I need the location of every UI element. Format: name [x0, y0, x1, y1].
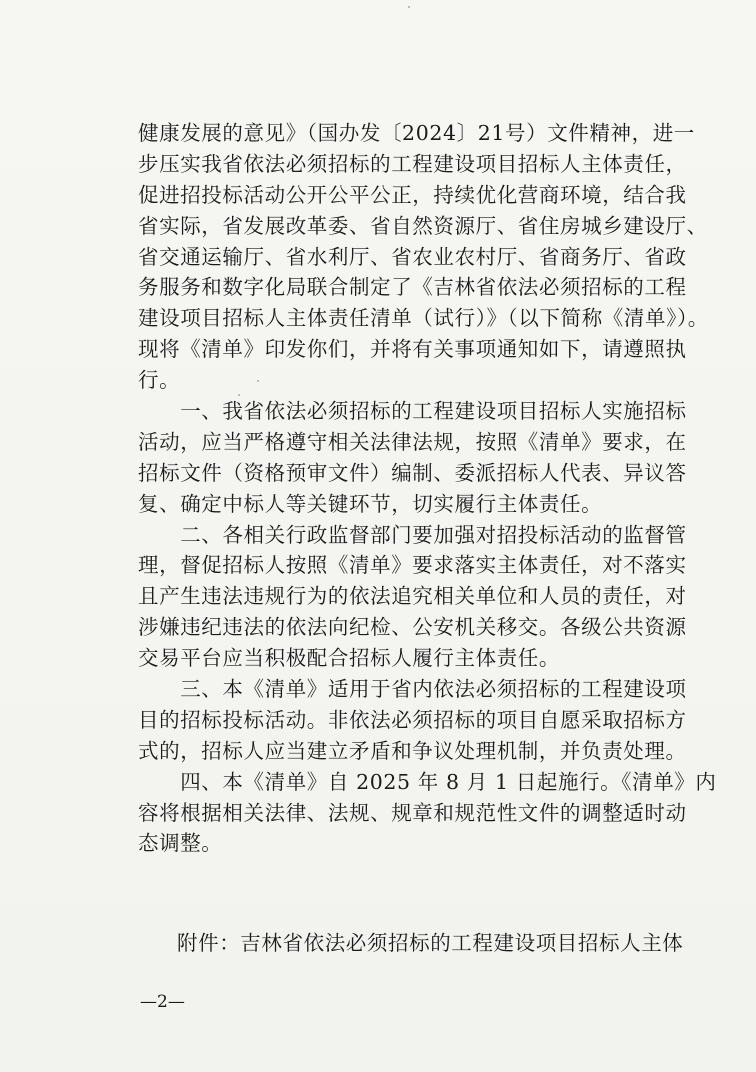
- paragraph-4-line: 四、本《清单》自 2025 年 8 月 1 日起施行。《清单》内: [138, 769, 717, 794]
- paragraph-4-line: 态调整。: [138, 831, 223, 856]
- paragraph-1-line: 活动，应当严格遵守相关法律法规，按照《清单》要求，在: [138, 429, 687, 454]
- text-line: 步压实我省依法必须招标的工程建设项目招标人主体责任，: [138, 151, 687, 176]
- text-line: 建设项目招标人主体责任清单（试行）》（以下简称《清单》）。: [138, 306, 709, 331]
- paragraph-3-line: 式的，招标人应当建立矛盾和争议处理机制，并负责处理。: [138, 738, 687, 763]
- document-body: [138, 118, 717, 859]
- paragraph-2-line: 交易平台应当积极配合招标人履行主体责任。: [138, 646, 560, 671]
- text-line: 省实际，省发展改革委、省自然资源厅、省住房城乡建设厅、: [138, 213, 708, 238]
- text-line: 促进招投标活动公开公平公正，持续优化营商环境，结合我: [138, 182, 687, 207]
- paragraph-2-line: 涉嫌违纪违法的依法向纪检、公安机关移交。各级公共资源: [138, 615, 687, 640]
- paragraph-3-line: 目的招标投标活动。非依法必须招标的项目自愿采取招标方: [138, 707, 687, 732]
- paragraph-2-line: 理，督促招标人按照《清单》要求落实主体责任，对不落实: [138, 553, 687, 578]
- paragraph-2-line: 且产生违法违规行为的依法追究相关单位和人员的责任，对: [138, 584, 687, 609]
- text-line: 省交通运输厅、省水利厅、省农业农村厅、省商务厅、省政: [138, 244, 687, 269]
- paragraph-1-line: 一、我省依法必须招标的工程建设项目招标人实施招标: [138, 399, 687, 424]
- text-line: 现将《清单》印发你们，并将有关事项通知如下，请遵照执: [138, 337, 687, 362]
- text-line: 健康发展的意见》（国办发〔2024〕21号）文件精神，进一: [138, 121, 695, 145]
- scan-speck: [408, 6, 410, 8]
- text-line: 务服务和数字化局联合制定了《吉林省依法必须招标的工程: [138, 275, 687, 300]
- paragraph-2-line: 二、各相关行政监督部门要加强对招投标活动的监督管: [138, 522, 687, 547]
- page-number: —2—: [140, 992, 185, 1012]
- text-line: 行。: [138, 368, 181, 393]
- attachment-line: 附件：吉林省依法必须招标的工程建设项目招标人主体: [177, 931, 684, 955]
- paragraph-1-line: 复、确定中标人等关键环节，切实履行主体责任。: [138, 491, 603, 516]
- paragraph-1-line: 招标文件（资格预审文件）编制、委派招标人代表、异议答: [138, 460, 687, 485]
- paragraph-3-line: 三、本《清单》适用于省内依法必须招标的工程建设项: [138, 677, 687, 702]
- paragraph-4-line: 容将根据相关法律、法规、规章和规范性文件的调整适时动: [138, 800, 687, 825]
